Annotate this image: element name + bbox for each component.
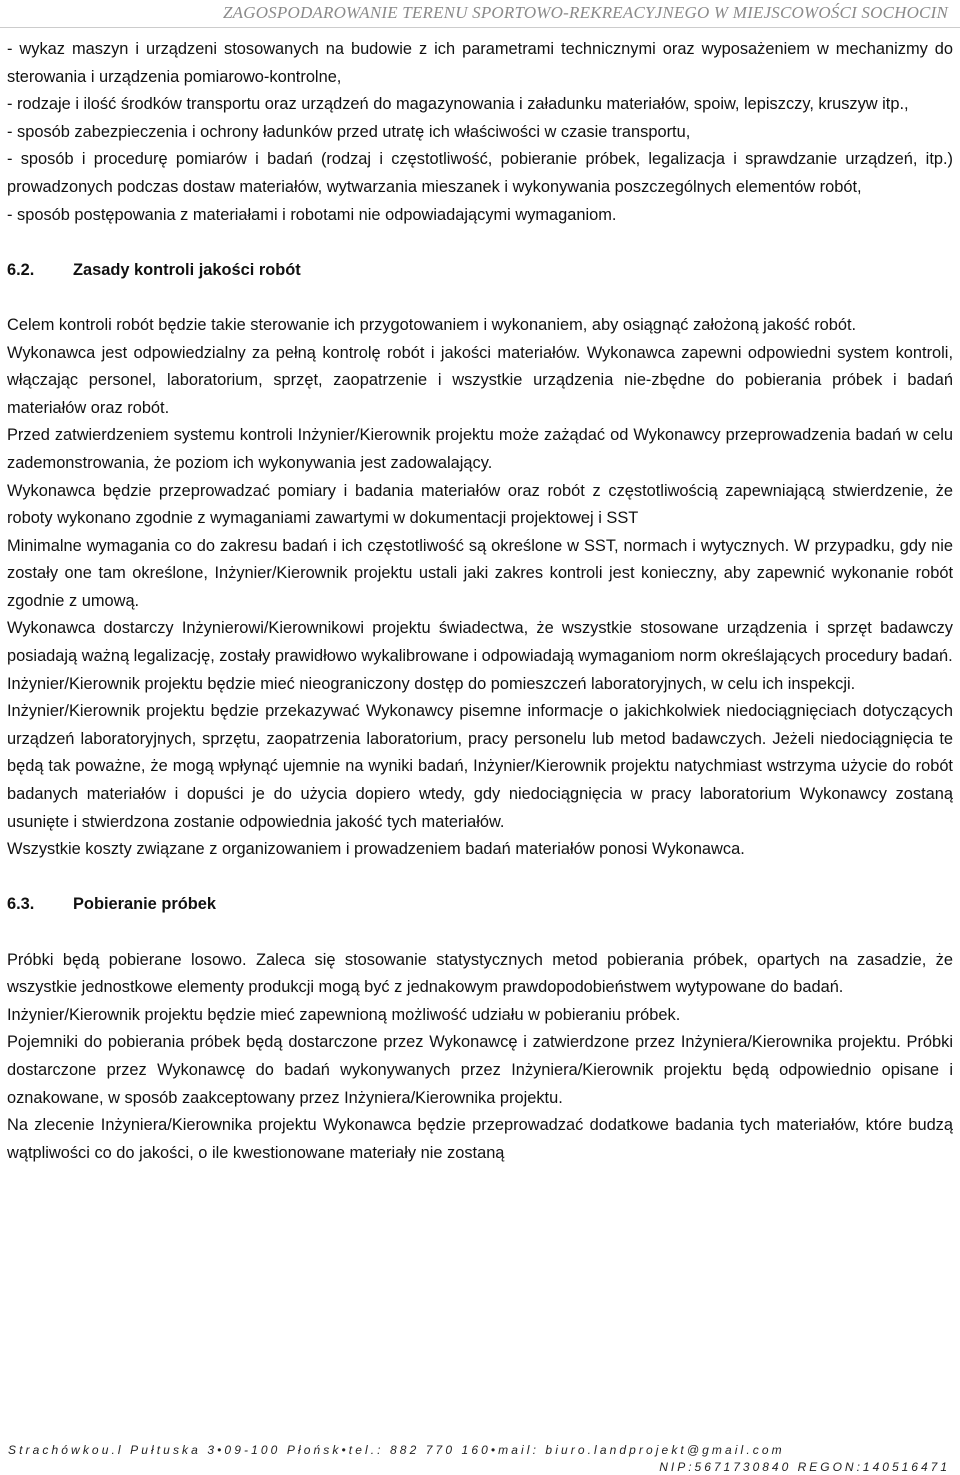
page-footer <box>0 1440 960 1475</box>
paragraph: Na zlecenie Inżyniera/Kierownika projektu Wykonawca będzie przeprowadzać dodatkowe badania tych materiałów, które budzą wątpliwości co do jakości, o ile kwestionowane materiały nie zostaną <box>7 1116 953 1162</box>
header-divider <box>0 27 960 28</box>
paragraph: Pojemniki do pobierania próbek będą dostarczone przez Wykonawcę i zatwierdzone przez Inżyniera/Kierownika projektu. Próbki dostarczone przez Wykonawcę do badań wykonywanych przez Inżyniera/Kierownik projektu będą odpowiednio opisane i oznakowane, w sposób zaakceptowany przez Inżyniera/Kierownika projektu. <box>7 1033 953 1107</box>
list-item: - rodzaje i ilość środków transportu oraz urządzeń do magazynowania i załadunku materiałów, spoiw, lepiszczy, kruszyw itp., <box>7 95 909 114</box>
list-item: - sposób i procedurę pomiarów i badań (rodzaj i częstotliwość, pobieranie próbek, legalizacja i sprawdzanie urządzeń, itp.) prowadzonych podczas dostaw materiałów, wytwarzania mieszanek i wykonywania poszczególnych elementów robót, <box>7 150 953 196</box>
paragraph: Inżynier/Kierownik projektu będzie mieć zapewnioną możliwość udziału w pobieraniu próbek. <box>7 1005 681 1024</box>
document-body <box>7 36 953 1167</box>
section-title: Pobieranie próbek <box>73 895 217 914</box>
paragraph: Wszystkie koszty związane z organizowaniem i prowadzeniem badań materiałów ponosi Wykonawca. <box>7 840 745 859</box>
section-heading-6-2 <box>7 257 953 285</box>
page-header: ZAGOSPODAROWANIE TERENU SPORTOWO-REKREACYJNEGO W MIEJSCOWOŚCI SOCHOCIN <box>222 3 948 22</box>
paragraph: Minimalne wymagania co do zakresu badań i ich częstotliwość są określone w SST, normach i wytycznych. W przypadku, gdy nie zostały one tam określone, Inżynier/Kierownik projektu ustali jaki zakres kontroli jest konieczny, aby zapewnić wykonanie robót zgodnie z umową. <box>7 536 953 610</box>
section-number: 6.2. <box>7 260 35 279</box>
paragraph: Wykonawca dostarczy Inżynierowi/Kierownikowi projektu świadectwa, że wszystkie stosowane urządzenia i sprzęt badawczy posiadają ważną legalizację, zostały prawidłowo wykalibrowane i odpowiadają wymaganiom norm określających procedury badań. <box>7 619 953 666</box>
paragraph: Inżynier/Kierownik projektu będzie mieć nieograniczony dostęp do pomieszczeń laboratoryjnych, w celu ich inspekcji. <box>7 674 856 693</box>
list-item: - sposób postępowania z materiałami i robotami nie odpowiadającymi wymaganiom. <box>7 205 617 224</box>
paragraph: Próbki będą pobierane losowo. Zaleca się stosowanie statystycznych metod pobierania próbek, opartych na zasadzie, że wszystkie jednostkowe elementy produkcji mogą być z jednakowym prawdopodobieństwem wytypowane do badań. <box>7 950 953 997</box>
footer-address: Strachówkou.l Pułtuska 3•09-100 Płońsk•tel.: 882 770 160•mail: biuro.landprojekt@gmail.com <box>8 1443 785 1457</box>
list-item: - wykaz maszyn i urządzeni stosowanych na budowie z ich parametrami technicznymi oraz wyposażeniem w mechanizmy do sterowania i urządzenia pomiarowo-kontrolne, <box>7 40 953 86</box>
paragraph: Wykonawca będzie przeprowadzać pomiary i badania materiałów oraz robót z częstotliwością zapewniającą stwierdzenie, że roboty wykonano zgodnie z wymaganiami zawartymi w dokumentacji projektowej i SST <box>7 481 953 528</box>
paragraph: Przed zatwierdzeniem systemu kontroli Inżynier/Kierownik projektu może zażądać od Wykonawcy przeprowadzenia badań w celu zademonstrowania, że poziom ich wykonywania jest zadowalający. <box>7 426 953 472</box>
footer-ids: NIP:5671730840 REGON:140516471 <box>659 1460 950 1474</box>
section-number: 6.3. <box>7 895 35 914</box>
list-item: - sposób zabezpieczenia i ochrony ładunków przed utratę ich właściwości w czasie transportu, <box>7 122 691 141</box>
paragraph: Celem kontroli robót będzie takie sterowanie ich przygotowaniem i wykonaniem, aby osiągnąć założoną jakość robót. <box>7 315 857 334</box>
paragraph: Inżynier/Kierownik projektu będzie przekazywać Wykonawcy pisemne informacje o jakichkolwiek niedociągnięciach dotyczących urządzeń laboratoryjnych, sprzętu, zaopatrzenia laboratorium, pracy personelu lub metod badawczych. Jeżeli niedociągnięcia te będą tak poważne, że mogą wpłynąć ujemnie na wyniki badań, Inżynier/Kierownik projektu natychmiast wstrzyma użycie do robót badanych materiałów i dopuści je do użycia dopiero wtedy, gdy niedociągnięcia w pracy laboratorium Wykonawcy zostaną usunięte i stwierdzona zostanie odpowiednia jakość tych materiałów. <box>7 702 953 831</box>
section-heading-6-3 <box>7 891 953 919</box>
section-title: Zasady kontroli jakości robót <box>73 260 301 279</box>
paragraph: Wykonawca jest odpowiedzialny za pełną kontrolę robót i jakości materiałów. Wykonawca zapewni odpowiedni system kontroli, włączając personel, laboratorium, sprzęt, zaopatrzenie i wszystkie urządzenia nie-zbędne do pobierania próbek i badań materiałów oraz robót. <box>7 343 953 417</box>
